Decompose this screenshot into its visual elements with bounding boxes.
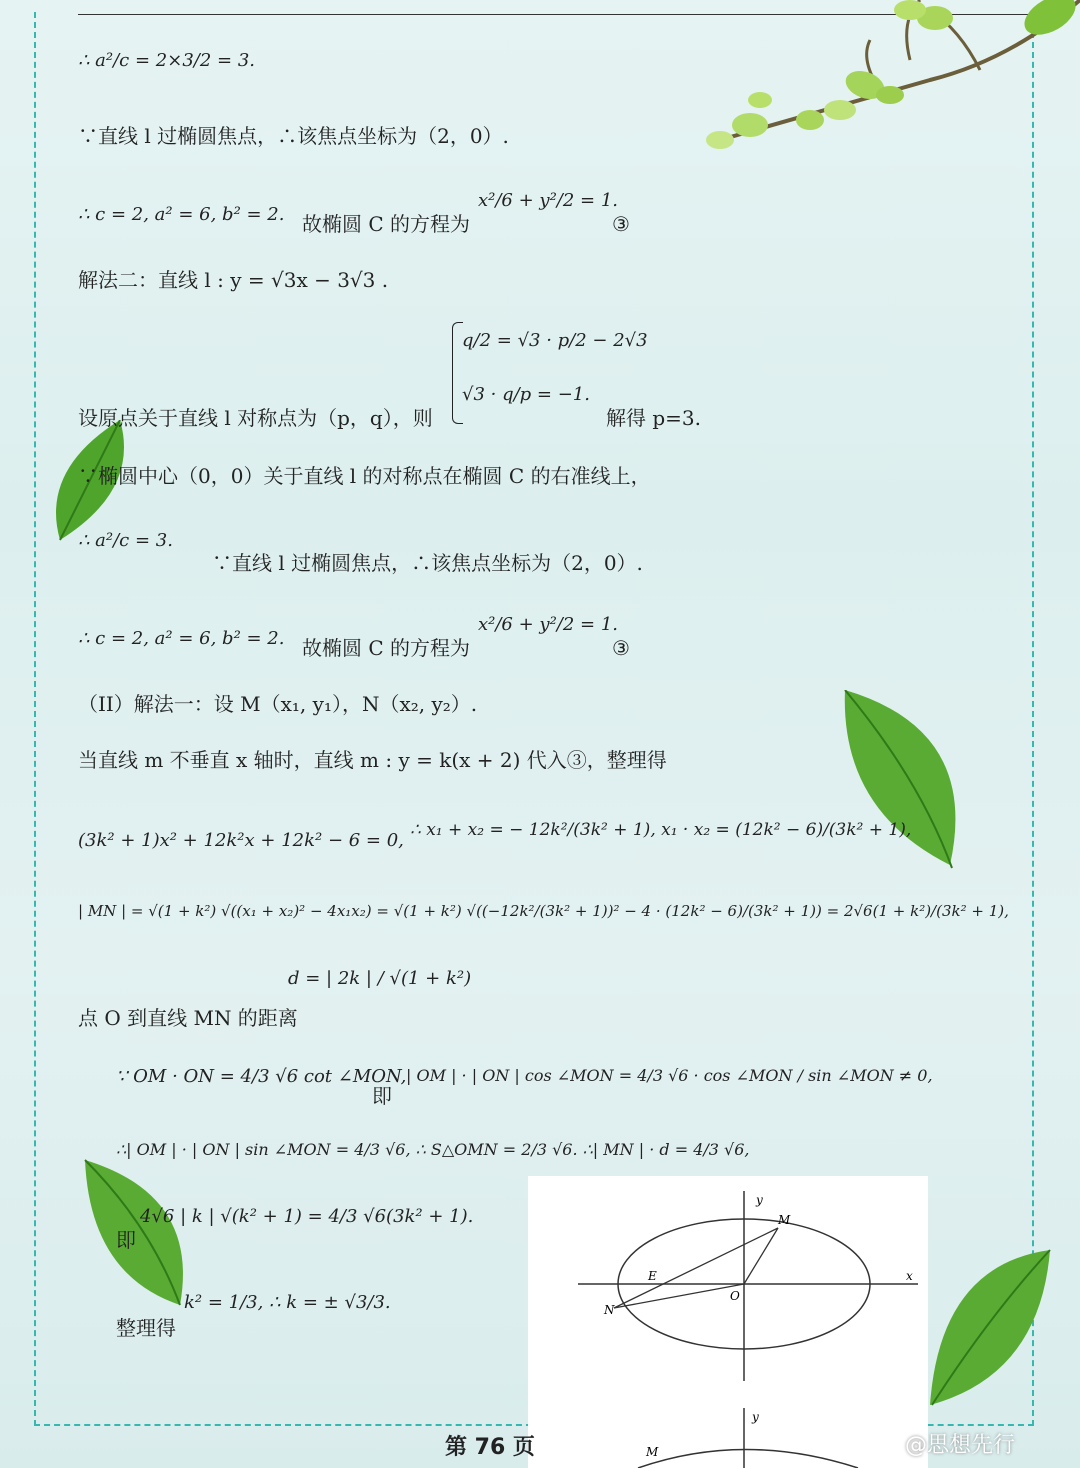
marker-circled-3-2: ③	[612, 636, 630, 660]
label-y: y	[756, 1193, 763, 1207]
label-e: E	[648, 1269, 657, 1283]
text-zhengli: 整理得	[116, 1316, 176, 1340]
text-part-two-setup: （II）解法一：设 M（x₁, y₁），N（x₂, y₂）.	[78, 692, 478, 716]
text-symmetric-point: 设原点关于直线 l 对称点为（p，q），则	[78, 406, 433, 430]
page-number: 第 76 页	[445, 1435, 535, 1460]
equation-area-relation: ∴| OM | · | ON | sin ∠MON = 4/3 √6, ∴ S△OMN = 2/3 √6. ∴| MN | · d = 4/3 √6,	[116, 1140, 750, 1159]
equation-dot-product: ∵ OM · ON = 4/3 √6 cot ∠MON,	[116, 1066, 407, 1087]
equation-a2-over-c-1: ∴ a²/c = 2×3/2 = 3.	[78, 50, 255, 71]
watermark: @思想先行	[905, 1433, 1016, 1458]
label-m-2: M	[646, 1445, 659, 1459]
equation-chord-length: | MN | = √(1 + k²) √((x₁ + x₂)² − 4x₁x₂) = √(1 + k²) √((−12k²/(3k² + 1))² − 4 · (12k² − 6)/(3k² + 1)) = 2√6(1 + k²)/(3k² + 1),	[78, 902, 1009, 920]
equation-cos-relation: | OM | · | ON | cos ∠MON = 4/3 √6 · cos ∠MON / sin ∠MON ≠ 0,	[406, 1066, 933, 1085]
text-ellipse-equation-label-2: 故椭圆 C 的方程为	[302, 636, 471, 660]
branch-leaves-decoration	[680, 0, 1080, 170]
label-y-2: y	[752, 1410, 759, 1424]
ellipse-diagram	[528, 1176, 928, 1468]
text-ellipse-equation-label-1: 故椭圆 C 的方程为	[302, 212, 471, 236]
text-ellipse-center-directrix: ∵椭圆中心（0，0）关于直线 l 的对称点在椭圆 C 的右准线上，	[78, 464, 651, 488]
equation-ellipse-1: x²/6 + y²/2 = 1.	[478, 190, 619, 211]
leaf-decoration-right-1	[840, 690, 980, 880]
equation-quadratic: (3k² + 1)x² + 12k²x + 12k² − 6 = 0,	[78, 830, 404, 851]
text-solve-p: 解得 p=3.	[606, 406, 701, 430]
equation-c-a-b-1: ∴ c = 2, a² = 6, b² = 2.	[78, 204, 285, 225]
equation-system-1: q/2 = √3 · p/2 − 2√3	[462, 330, 648, 351]
text-ji-2: 即	[116, 1228, 136, 1252]
leaf-decoration-right-2	[930, 1245, 1060, 1415]
text-focus-coordinate-1: ∵直线 l 过椭圆焦点，∴该焦点坐标为（2，0）.	[78, 124, 509, 148]
marker-circled-3-1: ③	[612, 212, 630, 236]
equation-system-2: √3 · q/p = −1.	[462, 384, 590, 405]
equation-a2-over-c-2: ∴ a²/c = 3.	[78, 530, 173, 551]
equation-c-a-b-2: ∴ c = 2, a² = 6, b² = 2.	[78, 628, 285, 649]
text-focus-coordinate-2: ∵直线 l 过椭圆焦点，∴该焦点坐标为（2，0）.	[212, 551, 643, 575]
text-distance-label: 点 O 到直线 MN 的距离	[78, 1006, 298, 1030]
text-line-m-substitution: 当直线 m 不垂直 x 轴时，直线 m : y = k(x + 2) 代入③，整理得	[78, 748, 667, 772]
text-method-two-line: 解法二：直线 l : y = √3x − 3√3 .	[78, 268, 389, 292]
leaf-decoration-left-2	[80, 1155, 200, 1315]
equation-k-solution: k² = 1/3, ∴ k = ± √3/3.	[184, 1292, 391, 1313]
equation-distance-d: d = | 2k | / √(1 + k²)	[288, 968, 472, 989]
equation-ellipse-2: x²/6 + y²/2 = 1.	[478, 614, 619, 635]
equation-vieta: ∴ x₁ + x₂ = − 12k²/(3k² + 1), x₁ · x₂ = (12k² − 6)/(3k² + 1),	[410, 820, 912, 840]
text-ji-1: 即	[372, 1084, 392, 1108]
label-n: N	[604, 1303, 615, 1317]
label-x: x	[906, 1269, 913, 1283]
ellipse-figure	[528, 1176, 928, 1468]
equation-k-relation: 4√6 | k | √(k² + 1) = 4/3 √6(3k² + 1).	[140, 1206, 474, 1227]
label-m: M	[778, 1213, 791, 1227]
label-o: O	[730, 1289, 740, 1303]
